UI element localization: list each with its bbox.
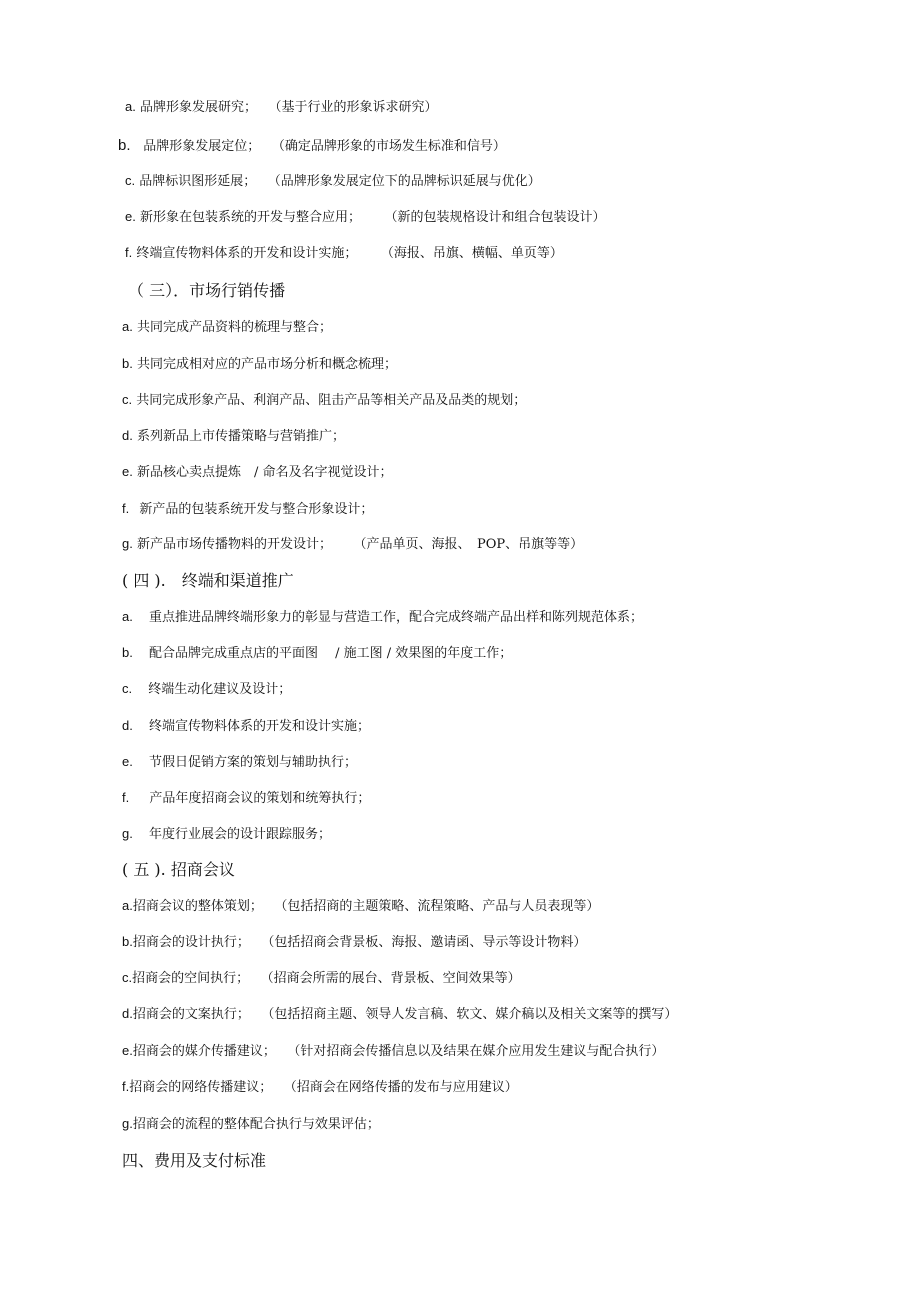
item-note: （基于行业的形象诉求研究） xyxy=(275,100,438,115)
item-text: 系列新品上市传播策略与营销推广； xyxy=(136,429,345,444)
item-label: a. xyxy=(122,609,133,624)
list-item xyxy=(122,1115,380,1134)
item-note: （招商会在网络传播的发布与应用建议） xyxy=(290,1080,518,1095)
item-text: 招商会的空间执行； xyxy=(132,971,250,986)
item-label: f. xyxy=(125,245,133,260)
item-text: 品牌标识图形延展； xyxy=(139,174,257,189)
list-item xyxy=(122,500,373,519)
item-label: c. xyxy=(122,392,133,407)
section-heading: ( 五 ). 招商会议 xyxy=(122,860,235,879)
item-note: （海报、吊旗、横幅、单页等） xyxy=(387,246,563,261)
list-item xyxy=(122,427,345,446)
item-label: e. xyxy=(125,209,136,224)
item-note: （新的包装规格设计和组合包装设计） xyxy=(391,210,606,225)
item-text: 招商会的网络传播建议； xyxy=(129,1080,273,1095)
list-item xyxy=(122,1078,518,1097)
item-note: （品牌形象发展定位下的品牌标识延展与优化） xyxy=(274,174,541,189)
list-item xyxy=(122,1005,677,1024)
item-text: 共同完成产品资料的梳理与整合； xyxy=(136,320,332,335)
item-text: 终端宣传物料体系的开发和设计实施； xyxy=(136,246,358,261)
list-item xyxy=(122,933,586,952)
item-label: a. xyxy=(122,898,133,913)
list-item xyxy=(122,717,370,736)
item-label: b. xyxy=(122,934,133,949)
item-label: e. xyxy=(122,1043,133,1058)
list-item xyxy=(122,463,393,482)
item-label: e. xyxy=(122,464,133,479)
item-label: g. xyxy=(122,1116,133,1131)
item-text: 共同完成相对应的产品市场分析和概念梳理； xyxy=(136,357,397,372)
list-item xyxy=(125,208,606,227)
item-label: d. xyxy=(122,1006,133,1021)
list-item xyxy=(122,391,526,410)
list-item xyxy=(122,969,521,988)
item-label: b. xyxy=(118,137,131,154)
list-item xyxy=(118,135,506,157)
item-text: 招商会的设计执行； xyxy=(132,935,250,950)
item-text: 新产品的包装系统开发与整合形象设计； xyxy=(139,502,374,517)
item-label: d. xyxy=(122,428,133,443)
item-text: 终端宣传物料体系的开发和设计实施； xyxy=(148,719,370,734)
item-text: 终端生动化建议及设计； xyxy=(148,682,292,697)
item-note: （产品单页、海报、 POP、吊旗等等） xyxy=(360,537,584,552)
section-heading: （ 三）．市场行销传播 xyxy=(128,281,286,300)
list-item xyxy=(122,535,583,554)
item-label: e. xyxy=(122,754,133,769)
item-label: c. xyxy=(125,173,136,188)
item-note: （招商会所需的展台、背景板、空间效果等） xyxy=(267,971,521,986)
list-item xyxy=(122,897,599,916)
list-item xyxy=(122,753,357,772)
item-text: 产品年度招商会议的策划和统筹执行； xyxy=(149,791,371,806)
list-item xyxy=(122,1042,664,1061)
item-label: c. xyxy=(122,681,133,696)
item-text: 招商会的流程的整体配合执行与效果评估； xyxy=(132,1117,380,1132)
item-note: （包括招商会背景板、海报、邀请函、导示等设计物料） xyxy=(267,935,587,950)
item-label: a. xyxy=(122,319,133,334)
item-label: b. xyxy=(122,645,133,660)
section-heading: 四、费用及支付标准 xyxy=(122,1151,267,1170)
list-item xyxy=(122,825,331,844)
item-label: f. xyxy=(122,501,130,516)
list-item xyxy=(122,644,512,663)
item-text: 招商会的文案执行； xyxy=(132,1007,250,1022)
item-label: b. xyxy=(122,356,133,371)
item-label: f. xyxy=(122,1079,130,1094)
item-text: 年度行业展会的设计跟踪服务； xyxy=(148,827,331,842)
item-text: 新形象在包装系统的开发与整合应用； xyxy=(139,210,361,225)
item-text: 重点推进品牌终端形象力的彰显与营造工作，配合完成终端产品出样和陈列规范体系； xyxy=(148,610,643,625)
item-label: f. xyxy=(122,790,130,805)
list-item xyxy=(125,172,541,191)
item-text: 新产品市场传播物料的开发设计； xyxy=(136,537,332,552)
item-note: （针对招商会传播信息以及结果在媒介应用发生建议与配合执行） xyxy=(293,1044,665,1059)
item-text: 节假日促销方案的策划与辅助执行； xyxy=(148,755,357,770)
item-text: 新品核心卖点提炼 / 命名及名字视觉设计； xyxy=(136,465,393,480)
list-item xyxy=(122,355,397,374)
item-label: c. xyxy=(122,970,133,985)
item-label: d. xyxy=(122,718,133,733)
item-note: （包括招商的主题策略、流程策略、产品与人员表现等） xyxy=(280,899,600,914)
list-item xyxy=(125,244,563,263)
section-heading: ( 四 ). 终端和渠道推广 xyxy=(122,571,294,590)
item-text: 品牌形象发展定位； xyxy=(143,139,261,154)
item-text: 招商会议的整体策划； xyxy=(132,899,263,914)
item-note: （包括招商主题、领导人发言稿、软文、媒介稿以及相关文案等的撰写） xyxy=(267,1007,678,1022)
item-label: g. xyxy=(122,826,133,841)
item-text: 品牌形象发展研究； xyxy=(139,100,257,115)
list-item xyxy=(125,98,438,117)
item-text: 共同完成形象产品、利润产品、阻击产品等相关产品及品类的规划； xyxy=(136,393,527,408)
list-item xyxy=(122,789,370,808)
list-item xyxy=(122,680,291,699)
item-text: 招商会的媒介传播建议； xyxy=(132,1044,276,1059)
list-item xyxy=(122,318,332,337)
list-item xyxy=(122,608,643,627)
item-label: a. xyxy=(125,99,136,114)
item-note: （确定品牌形象的市场发生标准和信号） xyxy=(278,139,506,154)
item-text: 配合品牌完成重点店的平面图 / 施工图 / 效果图的年度工作； xyxy=(148,646,513,661)
item-label: g. xyxy=(122,536,133,551)
